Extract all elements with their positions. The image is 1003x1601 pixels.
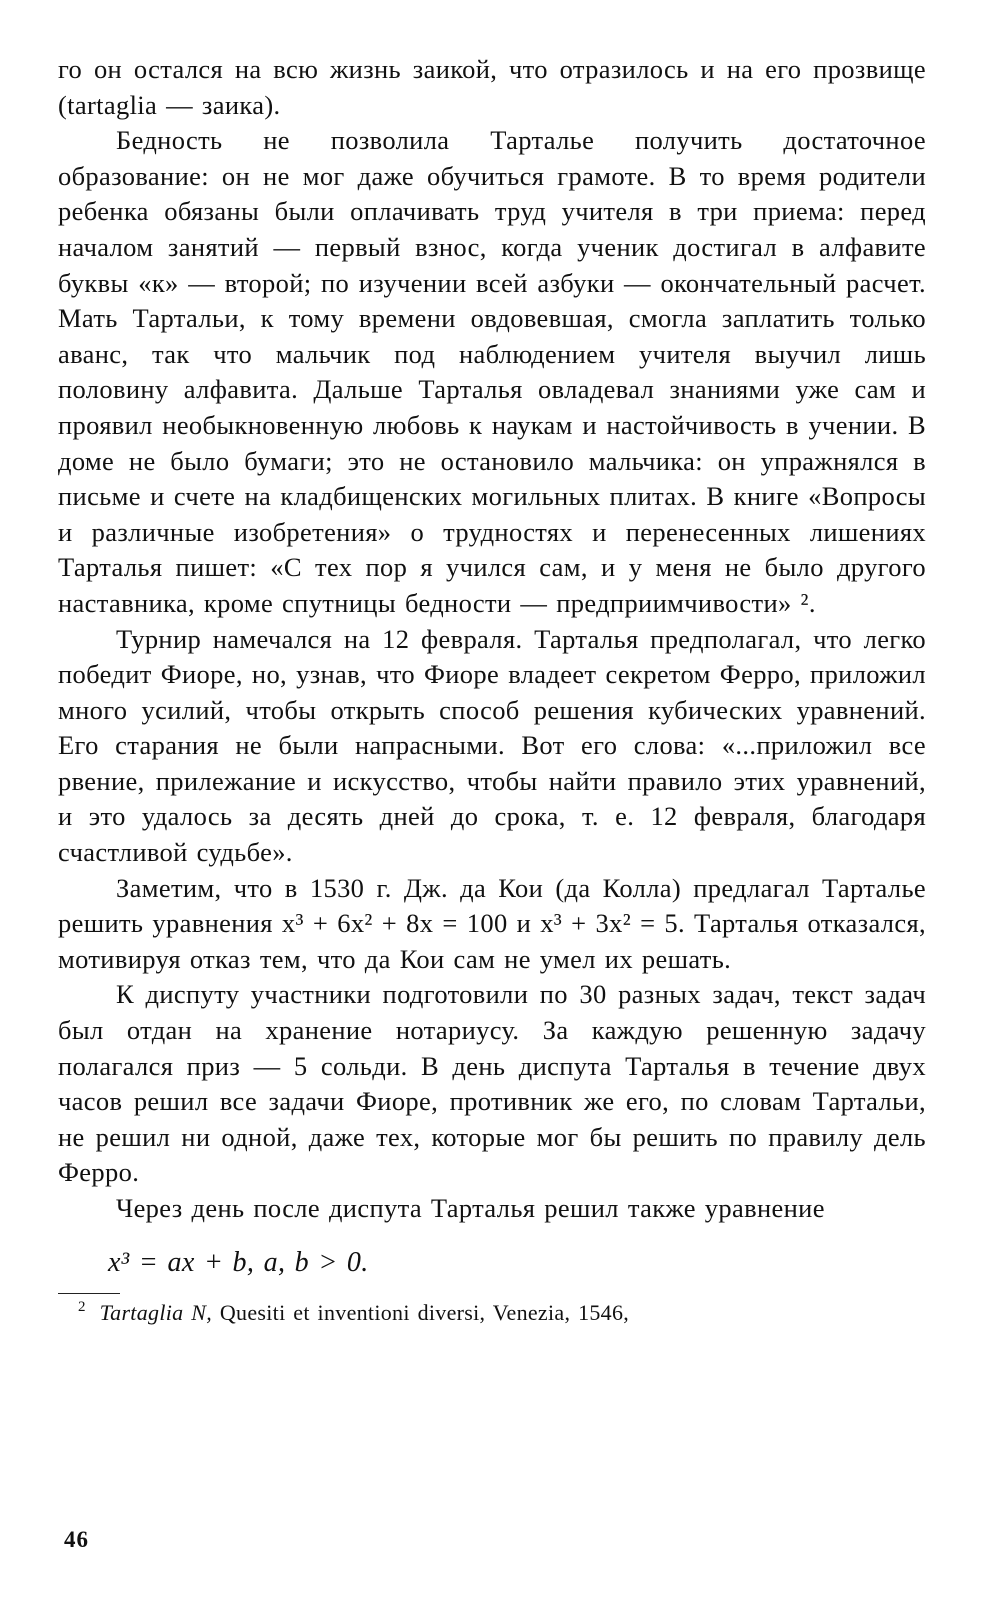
footnote-divider [58, 1293, 120, 1294]
paragraph-dispute: К диспуту участники подготовили по 30 разных задач, текст задач был отдан на хранение нотариусу. За каждую решенную задачу полагался приз — 5 сольди. В день диспута Тарталья в течение двух часов решил все задачи Фиоре, противник же его, по словам Тартальи, не решил ни одной, даже тех, которые мог бы решить по правилу дель Ферро. [58, 979, 926, 1188]
footnote-number: 2 [78, 1299, 86, 1316]
page-number: 46 [64, 1527, 89, 1552]
footnote-text: Quesiti et inventioni diversi, Venezia, 1546, [219, 1299, 630, 1325]
footnote-author: Tartaglia N, [99, 1299, 213, 1325]
paragraph-continuation: го он остался на всю жизнь заикой, что отразилось и на его прозвище (tartaglia — заика). [58, 54, 926, 120]
footnote [58, 1298, 926, 1328]
paragraph-poverty: Бедность не позволила Тарталье получить достаточное образование: он не мог даже обучиться грамоте. В то время родители ребенка обязаны были оплачивать труд учителя в три приема: перед началом занятий — первый взнос, когда ученик достигал в алфавите буквы «к» — второй; по изучении всей азбуки — окончательный расчет. Мать Тартальи, к тому времени овдовевшая, смогла заплатить только аванс, так что мальчик под наблюдением учителя выучил лишь половину алфавита. Дальше Тарталья овладевал знаниями уже сам и проявил необыкновенную любовь к наукам и настойчивость в учении. В доме не было бумаги; это не остановило мальчика: он упражнялся в письме и счете на кладбищенских могильных плитах. В книге «Вопросы и различные изобретения» о трудностях и перенесенных лишениях Тарталья пишет: «С тех пор я учился сам, и у меня не было другого наставника, кроме спутницы бедности — предприимчивости» ². [58, 125, 926, 618]
paragraph-next-day: Через день после диспута Тарталья решил также уравнение [116, 1193, 825, 1223]
page-body [58, 52, 926, 1328]
formula-cubic: x³ = ax + b, a, b > 0. [108, 1246, 369, 1278]
paragraph-da-coi: Заметим, что в 1530 г. Дж. да Кои (да Колла) предлагал Тарталье решить уравнения x³ + 6x² + 8x = 100 и x³ + 3x² = 5. Тарталья отказался, мотивируя отказ тем, что да Кои сам не умел их решать. [58, 872, 926, 974]
paragraph-tournament: Турнир намечался на 12 февраля. Тарталья предполагал, что легко победит Фиоре, но, узнав, что Фиоре владеет секретом Ферро, приложил много усилий, чтобы открыть способ решения кубических уравнений. Его старания не были напрасными. Вот его слова: «...приложил все рвение, прилежание и искусство, чтобы найти правило этих уравнений, и это удалось за десять дней до срока, т. е. 12 февраля, благодаря счастливой судьбе». [58, 623, 926, 868]
